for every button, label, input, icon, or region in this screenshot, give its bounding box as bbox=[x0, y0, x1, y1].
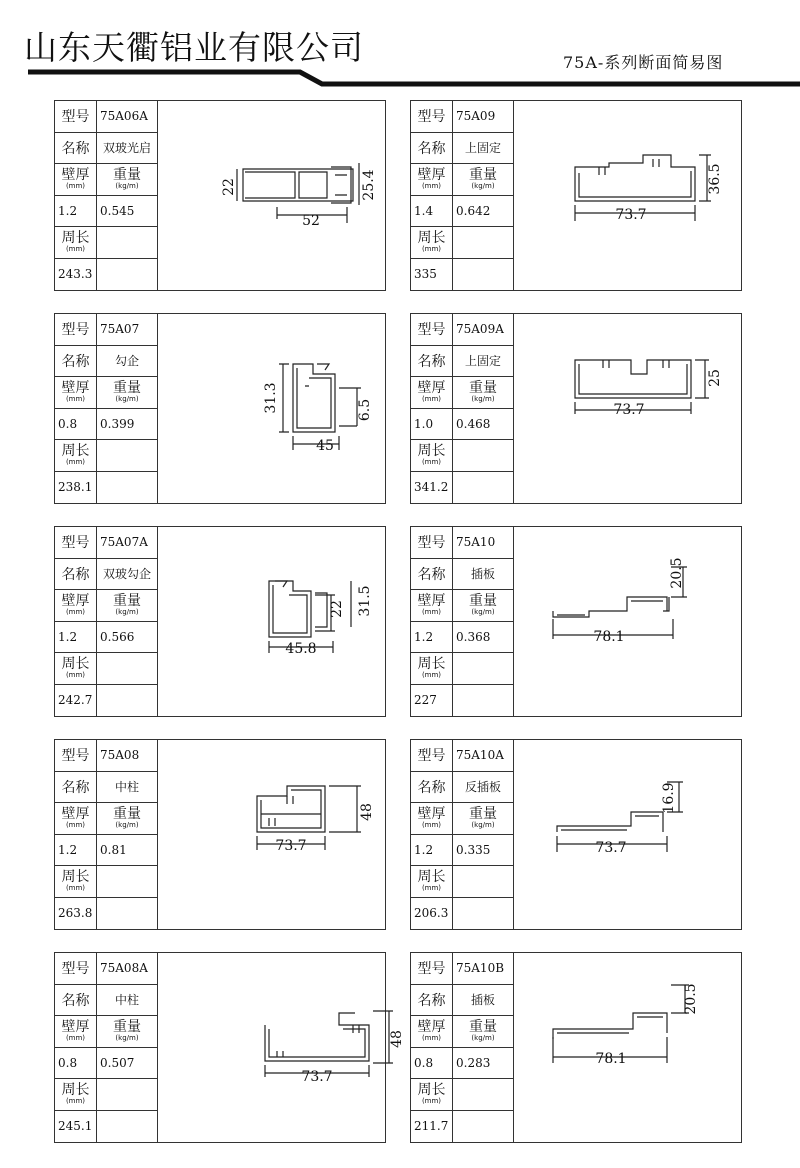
dimension-label: 31.5 bbox=[357, 585, 373, 617]
profile-info-table bbox=[411, 953, 514, 1142]
wall-thickness-header bbox=[55, 1016, 97, 1048]
dimension-label: 20.5 bbox=[669, 557, 685, 589]
weight-label: 重量 bbox=[469, 593, 497, 610]
perimeter-header bbox=[411, 653, 453, 685]
dimension-label: 48 bbox=[389, 1030, 405, 1048]
profile-card-75a09 bbox=[410, 100, 742, 291]
weight-value: 0.545 bbox=[97, 196, 157, 228]
weight-label: 重量 bbox=[469, 380, 497, 397]
weight-header bbox=[453, 590, 513, 622]
company-name: 山东天衢铝业有限公司 bbox=[24, 28, 364, 67]
empty-cell bbox=[453, 227, 513, 259]
perimeter-header bbox=[55, 1079, 97, 1111]
profile-card-75a10b bbox=[410, 952, 742, 1143]
dimension-label: 45 bbox=[316, 438, 334, 454]
model-label: 型号 bbox=[55, 314, 97, 346]
weight-value: 0.335 bbox=[453, 835, 513, 867]
dimension-label: 78.1 bbox=[593, 629, 625, 645]
weight-unit: (kg/m) bbox=[115, 821, 139, 830]
perimeter-header bbox=[411, 866, 453, 898]
name-value: 反插板 bbox=[453, 772, 513, 804]
weight-label: 重量 bbox=[113, 593, 141, 610]
wall-unit: (mm) bbox=[421, 182, 442, 191]
wall-unit: (mm) bbox=[421, 608, 442, 617]
profile-info-table bbox=[55, 314, 158, 503]
dimension-label: 45.8 bbox=[285, 641, 317, 657]
profile-cross-section-drawing bbox=[513, 527, 741, 716]
name-label: 名称 bbox=[411, 346, 453, 378]
cross-section-svg bbox=[513, 314, 741, 503]
wall-thickness-header bbox=[55, 803, 97, 835]
profile-card-75a07a bbox=[54, 526, 386, 717]
name-value: 中柱 bbox=[97, 985, 157, 1017]
wall-label: 壁厚 bbox=[61, 1019, 90, 1036]
perimeter-value: 335 bbox=[411, 259, 453, 291]
wall-label: 壁厚 bbox=[61, 167, 90, 184]
wall-thickness-header bbox=[55, 590, 97, 622]
weight-label: 重量 bbox=[113, 1019, 141, 1036]
model-label: 型号 bbox=[411, 101, 453, 133]
perimeter-label: 周长 bbox=[417, 869, 446, 886]
model-value: 75A08A bbox=[97, 953, 157, 985]
model-value: 75A08 bbox=[97, 740, 157, 772]
perimeter-unit: (mm) bbox=[421, 245, 442, 254]
perimeter-header bbox=[55, 653, 97, 685]
dimension-label: 52 bbox=[302, 213, 320, 229]
profile-cross-section-drawing bbox=[513, 314, 741, 503]
wall-unit: (mm) bbox=[421, 1034, 442, 1043]
perimeter-label: 周长 bbox=[417, 656, 446, 673]
weight-unit: (kg/m) bbox=[115, 608, 139, 617]
empty-cell bbox=[97, 1111, 157, 1143]
weight-unit: (kg/m) bbox=[471, 1034, 495, 1043]
weight-value: 0.468 bbox=[453, 409, 513, 441]
profile-info-table bbox=[411, 527, 514, 716]
empty-cell bbox=[453, 898, 513, 930]
weight-header bbox=[97, 164, 157, 196]
empty-cell bbox=[453, 653, 513, 685]
weight-header bbox=[453, 1016, 513, 1048]
wall-thickness-header bbox=[55, 377, 97, 409]
dimension-label: 73.7 bbox=[613, 402, 645, 418]
wall-unit: (mm) bbox=[65, 395, 86, 404]
profile-card-75a10a bbox=[410, 739, 742, 930]
name-label: 名称 bbox=[55, 133, 97, 165]
empty-cell bbox=[453, 472, 513, 504]
dimension-label: 73.7 bbox=[595, 840, 627, 856]
perimeter-label: 周长 bbox=[61, 443, 90, 460]
dimension-label: 20.5 bbox=[683, 983, 699, 1015]
perimeter-value: 211.7 bbox=[411, 1111, 453, 1143]
profile-info-table bbox=[55, 527, 158, 716]
profile-card-75a09a bbox=[410, 313, 742, 504]
perimeter-header bbox=[411, 440, 453, 472]
weight-header bbox=[97, 377, 157, 409]
dimension-label: 6.5 bbox=[357, 398, 373, 422]
wall-value: 1.2 bbox=[411, 622, 453, 654]
name-label: 名称 bbox=[55, 559, 97, 591]
wall-label: 壁厚 bbox=[61, 806, 90, 823]
wall-value: 1.0 bbox=[411, 409, 453, 441]
wall-label: 壁厚 bbox=[61, 593, 90, 610]
perimeter-unit: (mm) bbox=[421, 884, 442, 893]
model-value: 75A06A bbox=[97, 101, 157, 133]
weight-label: 重量 bbox=[469, 806, 497, 823]
weight-label: 重量 bbox=[469, 1019, 497, 1036]
weight-unit: (kg/m) bbox=[115, 1034, 139, 1043]
perimeter-value: 341.2 bbox=[411, 472, 453, 504]
wall-label: 壁厚 bbox=[417, 1019, 446, 1036]
empty-cell bbox=[97, 259, 157, 291]
cross-section-svg bbox=[157, 314, 385, 503]
wall-value: 1.2 bbox=[55, 622, 97, 654]
name-value: 插板 bbox=[453, 559, 513, 591]
wall-value: 1.2 bbox=[55, 196, 97, 228]
wall-value: 0.8 bbox=[55, 1048, 97, 1080]
name-label: 名称 bbox=[411, 772, 453, 804]
profile-card-75a06a bbox=[54, 100, 386, 291]
perimeter-header bbox=[411, 1079, 453, 1111]
perimeter-unit: (mm) bbox=[65, 1097, 86, 1106]
perimeter-label: 周长 bbox=[417, 1082, 446, 1099]
weight-value: 0.566 bbox=[97, 622, 157, 654]
empty-cell bbox=[97, 898, 157, 930]
profile-outline bbox=[265, 1011, 393, 1077]
perimeter-unit: (mm) bbox=[421, 458, 442, 467]
cross-section-svg bbox=[157, 101, 385, 290]
wall-unit: (mm) bbox=[421, 395, 442, 404]
weight-unit: (kg/m) bbox=[115, 182, 139, 191]
cross-section-svg bbox=[513, 953, 741, 1142]
weight-header bbox=[97, 1016, 157, 1048]
profile-cross-section-drawing bbox=[157, 527, 385, 716]
profile-card-75a08 bbox=[54, 739, 386, 930]
profile-outline bbox=[237, 163, 359, 223]
perimeter-unit: (mm) bbox=[65, 245, 86, 254]
wall-thickness-header bbox=[411, 590, 453, 622]
wall-label: 壁厚 bbox=[417, 593, 446, 610]
name-label: 名称 bbox=[55, 346, 97, 378]
name-value: 上固定 bbox=[453, 346, 513, 378]
name-value: 中柱 bbox=[97, 772, 157, 804]
weight-label: 重量 bbox=[113, 167, 141, 184]
wall-value: 1.4 bbox=[411, 196, 453, 228]
wall-thickness-header bbox=[411, 377, 453, 409]
weight-unit: (kg/m) bbox=[115, 395, 139, 404]
empty-cell bbox=[453, 1111, 513, 1143]
wall-label: 壁厚 bbox=[417, 380, 446, 397]
perimeter-label: 周长 bbox=[61, 656, 90, 673]
perimeter-unit: (mm) bbox=[421, 671, 442, 680]
model-label: 型号 bbox=[411, 314, 453, 346]
profile-info-table bbox=[55, 740, 158, 929]
model-value: 75A10A bbox=[453, 740, 513, 772]
cross-section-svg bbox=[513, 101, 741, 290]
weight-header bbox=[97, 803, 157, 835]
model-value: 75A09 bbox=[453, 101, 513, 133]
empty-cell bbox=[97, 472, 157, 504]
model-label: 型号 bbox=[411, 527, 453, 559]
perimeter-value: 243.3 bbox=[55, 259, 97, 291]
profile-cross-section-drawing bbox=[513, 740, 741, 929]
wall-label: 壁厚 bbox=[61, 380, 90, 397]
empty-cell bbox=[453, 259, 513, 291]
empty-cell bbox=[453, 866, 513, 898]
dimension-label: 73.7 bbox=[275, 838, 307, 854]
profile-info-table bbox=[411, 314, 514, 503]
profile-outline bbox=[257, 786, 361, 850]
empty-cell bbox=[453, 685, 513, 717]
wall-thickness-header bbox=[411, 803, 453, 835]
weight-value: 0.399 bbox=[97, 409, 157, 441]
dimension-label: 25.4 bbox=[361, 169, 377, 201]
perimeter-unit: (mm) bbox=[65, 458, 86, 467]
weight-header bbox=[453, 377, 513, 409]
dimension-label: 73.7 bbox=[301, 1069, 333, 1085]
empty-cell bbox=[97, 440, 157, 472]
perimeter-header bbox=[411, 227, 453, 259]
empty-cell bbox=[453, 1079, 513, 1111]
perimeter-value: 245.1 bbox=[55, 1111, 97, 1143]
weight-header bbox=[453, 164, 513, 196]
wall-unit: (mm) bbox=[65, 1034, 86, 1043]
model-label: 型号 bbox=[411, 953, 453, 985]
model-label: 型号 bbox=[55, 740, 97, 772]
perimeter-header bbox=[55, 227, 97, 259]
wall-thickness-header bbox=[55, 164, 97, 196]
weight-label: 重量 bbox=[113, 806, 141, 823]
wall-value: 0.8 bbox=[411, 1048, 453, 1080]
profile-info-table bbox=[55, 953, 158, 1142]
model-value: 75A09A bbox=[453, 314, 513, 346]
name-label: 名称 bbox=[55, 985, 97, 1017]
perimeter-value: 238.1 bbox=[55, 472, 97, 504]
weight-value: 0.283 bbox=[453, 1048, 513, 1080]
empty-cell bbox=[97, 227, 157, 259]
name-label: 名称 bbox=[411, 985, 453, 1017]
cross-section-svg bbox=[157, 740, 385, 929]
weight-header bbox=[453, 803, 513, 835]
profile-info-table bbox=[411, 740, 514, 929]
profile-cross-section-drawing bbox=[157, 314, 385, 503]
wall-value: 1.2 bbox=[55, 835, 97, 867]
dimension-label: 25 bbox=[707, 369, 723, 387]
model-value: 75A07 bbox=[97, 314, 157, 346]
wall-label: 壁厚 bbox=[417, 806, 446, 823]
profile-cross-section-drawing bbox=[157, 953, 405, 1142]
weight-unit: (kg/m) bbox=[471, 182, 495, 191]
wall-unit: (mm) bbox=[421, 821, 442, 830]
weight-value: 0.368 bbox=[453, 622, 513, 654]
perimeter-label: 周长 bbox=[61, 1082, 90, 1099]
weight-unit: (kg/m) bbox=[471, 821, 495, 830]
wall-label: 壁厚 bbox=[417, 167, 446, 184]
perimeter-value: 227 bbox=[411, 685, 453, 717]
model-label: 型号 bbox=[411, 740, 453, 772]
dimension-label: 78.1 bbox=[595, 1051, 627, 1067]
empty-cell bbox=[97, 1079, 157, 1111]
cross-section-svg bbox=[157, 527, 385, 716]
profile-cross-section-drawing bbox=[157, 101, 385, 290]
profile-info-table bbox=[55, 101, 158, 290]
perimeter-value: 206.3 bbox=[411, 898, 453, 930]
weight-header bbox=[97, 590, 157, 622]
dimension-label: 22 bbox=[329, 600, 345, 618]
model-label: 型号 bbox=[55, 527, 97, 559]
model-value: 75A10 bbox=[453, 527, 513, 559]
name-value: 勾企 bbox=[97, 346, 157, 378]
weight-label: 重量 bbox=[113, 380, 141, 397]
cross-section-svg bbox=[513, 527, 741, 716]
weight-label: 重量 bbox=[469, 167, 497, 184]
perimeter-unit: (mm) bbox=[65, 884, 86, 893]
perimeter-unit: (mm) bbox=[65, 671, 86, 680]
model-label: 型号 bbox=[55, 101, 97, 133]
perimeter-value: 263.8 bbox=[55, 898, 97, 930]
empty-cell bbox=[97, 866, 157, 898]
perimeter-unit: (mm) bbox=[421, 1097, 442, 1106]
profile-cross-section-drawing bbox=[513, 953, 741, 1142]
perimeter-label: 周长 bbox=[61, 230, 90, 247]
profile-cross-section-drawing bbox=[157, 740, 385, 929]
name-label: 名称 bbox=[411, 559, 453, 591]
profile-card-75a08a bbox=[54, 952, 405, 1143]
wall-value: 0.8 bbox=[55, 409, 97, 441]
dimension-label: 48 bbox=[359, 803, 375, 821]
dimension-label: 22 bbox=[221, 178, 237, 196]
name-value: 双玻光启 bbox=[97, 133, 157, 165]
wall-unit: (mm) bbox=[65, 821, 86, 830]
dimension-label: 16.9 bbox=[661, 782, 677, 814]
model-label: 型号 bbox=[55, 953, 97, 985]
dimension-label: 31.3 bbox=[263, 382, 279, 414]
model-value: 75A10B bbox=[453, 953, 513, 985]
wall-thickness-header bbox=[411, 164, 453, 196]
weight-value: 0.507 bbox=[97, 1048, 157, 1080]
header-rule bbox=[0, 0, 800, 95]
dimension-label: 36.5 bbox=[707, 163, 723, 195]
weight-value: 0.81 bbox=[97, 835, 157, 867]
name-label: 名称 bbox=[55, 772, 97, 804]
profile-card-75a07 bbox=[54, 313, 386, 504]
profile-cross-section-drawing bbox=[513, 101, 741, 290]
empty-cell bbox=[97, 685, 157, 717]
document-subtitle: 75A-系列断面简易图 bbox=[563, 53, 724, 72]
perimeter-value: 242.7 bbox=[55, 685, 97, 717]
name-value: 上固定 bbox=[453, 133, 513, 165]
wall-thickness-header bbox=[411, 1016, 453, 1048]
weight-unit: (kg/m) bbox=[471, 395, 495, 404]
cross-section-svg bbox=[513, 740, 741, 929]
empty-cell bbox=[97, 653, 157, 685]
cross-section-svg bbox=[157, 953, 405, 1142]
name-label: 名称 bbox=[411, 133, 453, 165]
wall-unit: (mm) bbox=[65, 182, 86, 191]
perimeter-header bbox=[55, 440, 97, 472]
perimeter-header bbox=[55, 866, 97, 898]
name-value: 插板 bbox=[453, 985, 513, 1017]
perimeter-label: 周长 bbox=[417, 443, 446, 460]
perimeter-label: 周长 bbox=[417, 230, 446, 247]
profile-card-75a10 bbox=[410, 526, 742, 717]
name-value: 双玻勾企 bbox=[97, 559, 157, 591]
wall-unit: (mm) bbox=[65, 608, 86, 617]
profile-info-table bbox=[411, 101, 514, 290]
perimeter-label: 周长 bbox=[61, 869, 90, 886]
weight-unit: (kg/m) bbox=[471, 608, 495, 617]
wall-value: 1.2 bbox=[411, 835, 453, 867]
model-value: 75A07A bbox=[97, 527, 157, 559]
dimension-label: 73.7 bbox=[615, 207, 647, 223]
weight-value: 0.642 bbox=[453, 196, 513, 228]
empty-cell bbox=[453, 440, 513, 472]
